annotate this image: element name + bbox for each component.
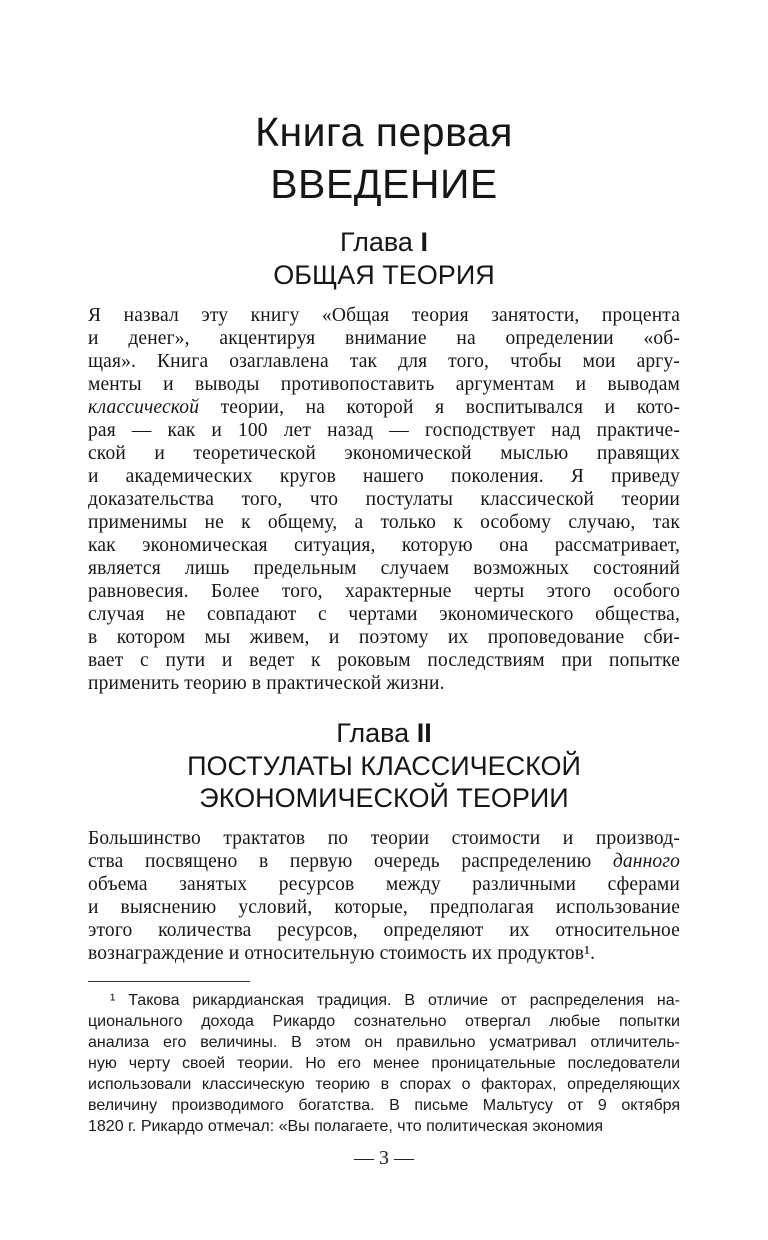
book-part-title: Книга первая bbox=[255, 109, 513, 155]
text-line: Большинство трактатов по теории стоимости и производ- bbox=[88, 828, 680, 849]
chapter-1-heading bbox=[88, 226, 680, 259]
text-line: ской и теоретической экономической мыслью правящих bbox=[88, 443, 680, 464]
chapter-1-number: I bbox=[420, 227, 428, 257]
text-line: рая — как и 100 лет назад — господствует над практиче- bbox=[88, 420, 680, 441]
chapter-1 bbox=[88, 226, 680, 695]
chapter-2-heading bbox=[88, 717, 680, 750]
text-line: анализа его величины. В этом он правильно усматривал отличитель- bbox=[88, 1034, 680, 1051]
text-line: 1820 г. Рикардо отмечал: «Вы полагаете, что политическая экономия bbox=[88, 1118, 603, 1135]
text-line: и денег», акцентируя внимание на определении «об- bbox=[88, 328, 680, 349]
text-line: и академических кругов нашего поколения. Я приведу bbox=[88, 466, 680, 487]
text-line: менты и выводы противопоставить аргументам и выводам bbox=[88, 374, 680, 395]
text-line: этого количества ресурсов, определяют их относительное bbox=[88, 920, 680, 941]
chapter-2-number: II bbox=[416, 718, 432, 748]
text-line: объема занятых ресурсов между различными сферами bbox=[88, 874, 680, 895]
text-line: величину производимого богатства. В письме Мальтусу от 9 октября bbox=[88, 1097, 680, 1114]
chapter-1-label: Глава bbox=[340, 227, 413, 257]
text-line: применить теорию в практической жизни. bbox=[88, 673, 445, 694]
text-line: ПОСТУЛАТЫ КЛАССИЧЕСКОЙ bbox=[187, 751, 581, 781]
text-line: использовали классическую теорию в спорах о факторах, определяющих bbox=[88, 1076, 680, 1093]
chapter-2-paragraph bbox=[88, 827, 680, 965]
text-line: вает с пути и ведет к роковым последствиям при попытке bbox=[88, 650, 680, 671]
text-line: ства посвящено в первую очередь распределению данного bbox=[88, 851, 680, 872]
chapter-1-title bbox=[88, 259, 680, 291]
text-line: и выяснению условий, которые, предполагая использование bbox=[88, 897, 680, 918]
text-line: в котором мы живем, и поэтому их проповедование сби- bbox=[88, 627, 680, 648]
part-header bbox=[88, 106, 680, 210]
text-line: является лишь предельным случаем возможных состояний bbox=[88, 558, 680, 579]
text-line: ционального дохода Рикардо сознательно отвергал любые попытки bbox=[88, 1013, 680, 1030]
text-line: случая не совпадают с чертами экономического общества, bbox=[88, 604, 680, 625]
text-line: щая». Книга озаглавлена так для того, чтобы мои аргу- bbox=[88, 351, 680, 372]
chapter-1-paragraph bbox=[88, 304, 680, 695]
text-line: равновесия. Более того, характерные черты этого особого bbox=[88, 581, 680, 602]
page-number: — 3 — bbox=[354, 1147, 414, 1169]
text-line: классической теории, на которой я воспитывался и кото- bbox=[88, 397, 680, 418]
text-line: как экономическая ситуация, которую она рассматривает, bbox=[88, 535, 680, 556]
text-line: вознаграждение и относительную стоимость их продуктов¹. bbox=[88, 943, 596, 964]
text-line: ¹ Такова рикардианская традиция. В отличие от распределения на- bbox=[110, 992, 680, 1009]
text-line: ЭКОНОМИЧЕСКОЙ ТЕОРИИ bbox=[199, 783, 569, 813]
footnote-divider bbox=[88, 981, 250, 982]
text-line: ную черту своей теории. Но его менее проницательные последователи bbox=[88, 1055, 680, 1072]
text-line: применимы не к общему, а только к особому случаю, так bbox=[88, 512, 680, 533]
section-title: ВВЕДЕНИЕ bbox=[270, 161, 498, 207]
text-line: ОБЩАЯ ТЕОРИЯ bbox=[273, 260, 495, 290]
footnote bbox=[88, 990, 680, 1137]
chapter-2-label: Глава bbox=[336, 718, 410, 748]
text-line: Я назвал эту книгу «Общая теория занятости, процента bbox=[88, 305, 680, 326]
chapter-2-title bbox=[88, 750, 680, 814]
text-line: доказательства того, что постулаты классической теории bbox=[88, 489, 680, 510]
chapter-2 bbox=[88, 717, 680, 965]
